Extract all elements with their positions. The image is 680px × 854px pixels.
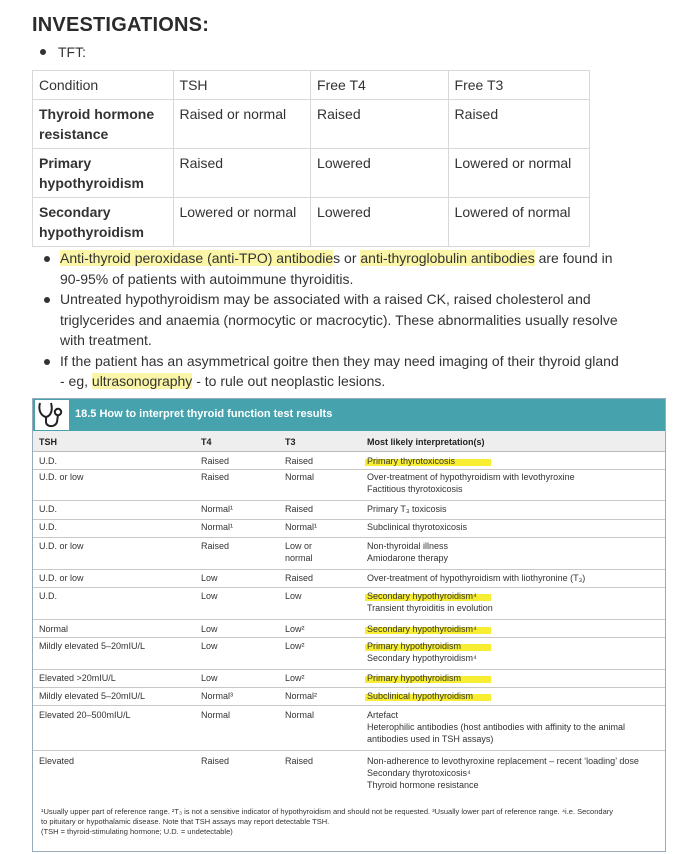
table-cell: Lowered bbox=[311, 198, 449, 247]
table-header: Condition bbox=[33, 71, 174, 100]
table-cell: Elevated bbox=[39, 756, 75, 766]
table-cell: Lowered bbox=[311, 149, 449, 198]
table-cell: Normal³ bbox=[201, 691, 234, 701]
interpretation-text: Secondary hypothyroidism⁴ bbox=[367, 653, 477, 663]
table-cell: Secondary hypothyroidism bbox=[33, 198, 174, 247]
stethoscope-icon bbox=[35, 400, 69, 430]
table-cell: Raised bbox=[285, 756, 314, 766]
table-cell: Lowered or normal bbox=[448, 149, 589, 198]
table-cell: Elevated >20mIU/L bbox=[39, 673, 116, 683]
row-divider bbox=[33, 705, 665, 706]
interpretation-text: Thyroid hormone resistance bbox=[367, 780, 479, 790]
table-cell: U.D. bbox=[39, 591, 57, 601]
notes-list bbox=[40, 248, 620, 392]
highlighted-text: anti-thyroglobulin antibodies bbox=[360, 250, 535, 266]
table-cell: Low bbox=[201, 673, 218, 683]
list-item bbox=[40, 351, 620, 392]
column-header: TSH bbox=[39, 437, 57, 447]
bullet-icon bbox=[44, 359, 50, 365]
box-column-header bbox=[33, 431, 665, 452]
table-cell: Normal¹ bbox=[201, 522, 234, 532]
interpretation-text: Over-treatment of hypothyroidism with liothyronine (T₃) bbox=[367, 573, 586, 583]
table-cell: Primary hypothyroidism bbox=[33, 149, 174, 198]
interpretation-text: Factitious thyrotoxicosis bbox=[367, 484, 463, 494]
column-header: T3 bbox=[285, 437, 296, 447]
interpretation-text: Artefact bbox=[367, 710, 399, 720]
table-header: TSH bbox=[173, 71, 311, 100]
list-item bbox=[40, 248, 620, 289]
table-cell: U.D. or low bbox=[39, 573, 84, 583]
table-cell: Low bbox=[201, 624, 218, 634]
interpretation-text: Secondary hypothyroidism⁴ bbox=[367, 624, 477, 634]
table-cell: U.D. or low bbox=[39, 541, 84, 551]
bullet-icon bbox=[44, 256, 50, 262]
interpretation-text: Secondary thyrotoxicosis⁴ bbox=[367, 768, 471, 778]
interpretation-text: Primary T₃ toxicosis bbox=[367, 504, 447, 514]
column-header: T4 bbox=[201, 437, 212, 447]
table-cell: Normal¹ bbox=[285, 522, 318, 532]
interpretation-text: Heterophilic antibodies (host antibodies with affinity to the animal bbox=[367, 722, 625, 732]
table-cell: Low or normal bbox=[285, 541, 313, 563]
note-text: If the patient has an asymmetrical goitre then they may need imaging of their thyroid gland - eg, bbox=[60, 352, 619, 389]
table-cell: Lowered or normal bbox=[173, 198, 311, 247]
table-cell: Mildly elevated 5–20mIU/L bbox=[39, 641, 146, 651]
table-cell: Normal bbox=[201, 710, 231, 720]
table-cell: Raised bbox=[311, 100, 449, 149]
row-divider bbox=[33, 687, 665, 688]
interpretation-text: Primary thyrotoxicosis bbox=[367, 456, 456, 466]
bullet-icon bbox=[40, 49, 46, 55]
table-cell: Low bbox=[201, 573, 218, 583]
table-cell: U.D. bbox=[39, 456, 57, 466]
interpretation-text: Secondary hypothyroidism⁴ bbox=[367, 591, 477, 601]
table-cell: Normal¹ bbox=[201, 504, 234, 514]
table-cell: Mildly elevated 5–20mIU/L bbox=[39, 691, 146, 701]
footnote-line: to pituitary or hypothalamic disease. Note that TSH assays may report detectable TSH. bbox=[41, 817, 330, 826]
interpretation-text: Transient thyroiditis in evolution bbox=[367, 603, 493, 613]
table-cell: Raised bbox=[173, 149, 311, 198]
row-divider bbox=[33, 569, 665, 570]
table-cell: Elevated 20–500mIU/L bbox=[39, 710, 131, 720]
table-cell: Raised bbox=[285, 456, 314, 466]
row-divider bbox=[33, 587, 665, 588]
footnote-line: (TSH = thyroid-stimulating hormone; U.D. = undetectable) bbox=[41, 827, 233, 836]
note-text: are found in 90-95% of patients with autoimmune thyroiditis. bbox=[60, 250, 613, 287]
note-text: s or bbox=[333, 250, 361, 266]
interpretation-text: Primary hypothyroidism bbox=[367, 641, 462, 651]
row-divider bbox=[33, 500, 665, 501]
table-row bbox=[33, 100, 590, 149]
interpretation-text: Primary hypothyroidism bbox=[367, 673, 462, 683]
table-cell: Raised bbox=[201, 541, 230, 551]
table-cell: Raised bbox=[201, 756, 230, 766]
table-cell: Raised bbox=[201, 472, 230, 482]
table-cell: Low bbox=[201, 591, 218, 601]
table-cell: Normal bbox=[285, 472, 315, 482]
tft-label: TFT: bbox=[58, 44, 86, 60]
table-row bbox=[33, 149, 590, 198]
table-cell: U.D. bbox=[39, 504, 57, 514]
interpretation-text: Non-adherence to levothyroxine replacement – recent ‘loading’ dose bbox=[367, 756, 639, 766]
table-header: Free T3 bbox=[448, 71, 589, 100]
table-cell: Raised bbox=[448, 100, 589, 149]
interpretation-text: Amiodarone therapy bbox=[367, 553, 449, 563]
table-cell: Low bbox=[201, 641, 218, 651]
row-divider bbox=[33, 519, 665, 520]
row-divider bbox=[33, 469, 665, 470]
thyroid-interpretation-box bbox=[32, 398, 666, 852]
table-header: Free T4 bbox=[311, 71, 449, 100]
table-cell: Thyroid hormone resistance bbox=[33, 100, 174, 149]
table-row bbox=[33, 198, 590, 247]
footnote bbox=[41, 807, 659, 837]
tft-table bbox=[32, 70, 590, 247]
interpretation-text: antibodies used in TSH assays) bbox=[367, 734, 494, 744]
table-cell: U.D. or low bbox=[39, 472, 84, 482]
table-cell: Lowered of normal bbox=[448, 198, 589, 247]
interpretation-text: Over-treatment of hypothyroidism with levothyroxine bbox=[367, 472, 575, 482]
note-text: Untreated hypothyroidism may be associated with a raised CK, raised cholesterol and triglycerides and anaemia (normocytic or macrocytic). These abnormalities usually resolve with treatment. bbox=[60, 291, 618, 348]
note-text: - to rule out neoplastic lesions. bbox=[192, 373, 386, 389]
interpretation-text: Subclinical hypothyroidism bbox=[367, 691, 474, 701]
bullet-icon bbox=[44, 297, 50, 303]
box-title: 18.5 How to interpret thyroid function test results bbox=[75, 408, 333, 420]
highlighted-text: ultrasonography bbox=[91, 373, 193, 389]
page-title: INVESTIGATIONS: bbox=[32, 14, 210, 36]
tft-bullet bbox=[40, 44, 86, 60]
table-cell: Raised bbox=[285, 504, 314, 514]
table-header-row bbox=[33, 71, 590, 100]
table-cell: Raised bbox=[285, 573, 314, 583]
highlighted-text: Anti-thyroid peroxidase (anti-TPO) antibodie bbox=[60, 250, 334, 266]
row-divider bbox=[33, 537, 665, 538]
list-item bbox=[40, 289, 620, 351]
table-cell: Normal² bbox=[285, 691, 318, 701]
table-cell: Normal bbox=[285, 710, 315, 720]
interpretation-text: Subclinical thyrotoxicosis bbox=[367, 522, 468, 532]
row-divider bbox=[33, 637, 665, 638]
table-cell: Raised bbox=[201, 456, 230, 466]
table-cell: Normal bbox=[39, 624, 69, 634]
table-cell: Low² bbox=[285, 641, 305, 651]
row-divider bbox=[33, 669, 665, 670]
table-cell: Low bbox=[285, 591, 302, 601]
row-divider bbox=[33, 750, 665, 751]
table-cell: Raised or normal bbox=[173, 100, 311, 149]
table-cell: U.D. bbox=[39, 522, 57, 532]
table-cell: Low² bbox=[285, 673, 305, 683]
row-divider bbox=[33, 619, 665, 620]
footnote-line: ¹Usually upper part of reference range. ²T₃ is not a sensitive indicator of hypothyroidism and should not be requested. ³Usually lower part of reference range. ⁴i.e. Secondary bbox=[41, 807, 613, 816]
interpretation-text: Non-thyroidal illness bbox=[367, 541, 449, 551]
table-cell: Low² bbox=[285, 624, 305, 634]
column-header: Most likely interpretation(s) bbox=[367, 437, 485, 447]
